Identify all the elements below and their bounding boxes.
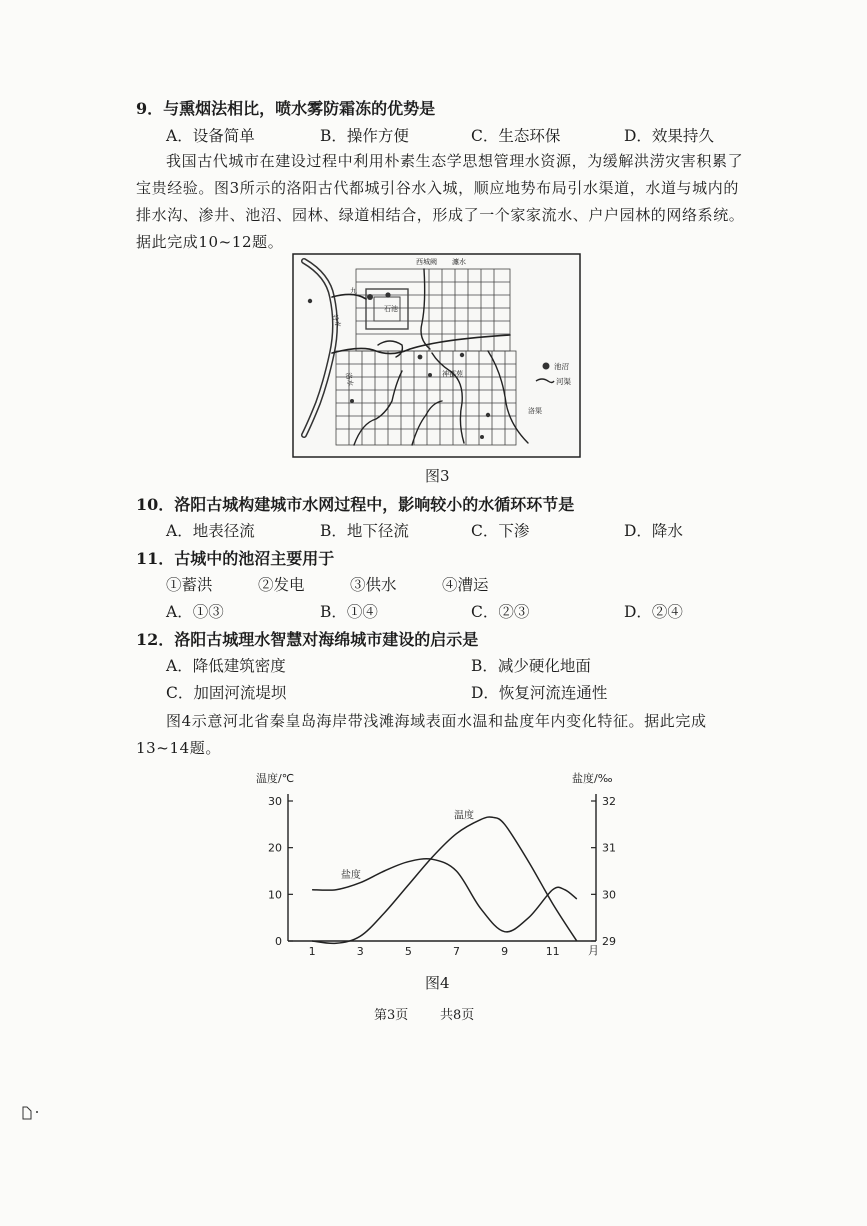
- q9-option-a: A．设备简单: [166, 127, 255, 145]
- x-tick-label-5: 5: [404, 945, 412, 958]
- left-axis-label: 温度/℃: [256, 772, 295, 785]
- figure4-caption: 图4: [425, 974, 450, 992]
- x-tick-label-1: 1: [308, 945, 316, 958]
- figure4-chart: [250, 764, 620, 964]
- x-tick-label-3: 3: [356, 945, 364, 958]
- q10-option-a: A．地表径流: [166, 522, 255, 540]
- intro2-line-2: 13~14题。: [136, 739, 221, 757]
- q12-stem: 12．洛阳古城理水智慧对海绵城市建设的启示是: [136, 630, 479, 649]
- intro1-line-3: 排水沟、渗井、池沼、园林、绿道相结合，形成了一个家家流水、户户园林的网络系统。: [136, 206, 745, 224]
- q12-option-a: A．降低建筑密度: [166, 657, 286, 675]
- map-label-top1: 西城阙: [416, 258, 437, 266]
- map-label-river-luo: 洛水: [344, 371, 355, 388]
- q12-option-d: D．恢复河流连通性: [471, 684, 608, 702]
- intro1-line-4: 据此完成10~12题。: [136, 233, 284, 251]
- right-tick-label-29: 29: [602, 935, 616, 948]
- q12-option-c: C．加固河流堤坝: [166, 684, 287, 702]
- q9-option-d: D．效果持久: [624, 127, 714, 145]
- q10-option-c: C．下渗: [471, 522, 530, 540]
- figure3-caption: 图3: [425, 467, 450, 485]
- x-tick-label-7: 7: [452, 945, 460, 958]
- legend-river-label: 河渠: [556, 377, 571, 386]
- footer-total: 共8页: [440, 1008, 475, 1023]
- q9-option-b: B．操作方便: [320, 127, 409, 145]
- q11-item-4: ④漕运: [442, 576, 489, 594]
- q11-item-3: ③供水: [350, 576, 397, 594]
- x-axis-label: 月: [588, 944, 599, 957]
- left-tick-label-30: 30: [268, 795, 282, 808]
- right-axis-label: 盐度/‰: [572, 772, 613, 785]
- q11-option-d: D．②④: [624, 603, 683, 621]
- q11-option-a: A．①③: [166, 603, 224, 621]
- q11-stem: 11．古城中的池沼主要用于: [136, 549, 335, 568]
- intro1-line-2: 宝贵经验。图3所示的洛阳古代都城引谷水入城，顺应地势布局引水渠道，水道与城内的: [136, 179, 739, 197]
- q11-item-2: ②发电: [258, 576, 305, 594]
- q10-option-b: B．地下径流: [320, 522, 409, 540]
- intro1-line-1: 我国古代城市在建设过程中利用朴素生态学思想管理水资源，为缓解洪涝灾害积累了: [166, 152, 744, 170]
- left-tick-label-10: 10: [268, 888, 282, 902]
- left-tick-label-20: 20: [268, 841, 282, 855]
- right-tick-label-32: 32: [602, 795, 616, 808]
- q9-option-c: C．生态环保: [471, 127, 561, 145]
- q11-option-c: C．②③: [471, 603, 530, 621]
- map-label-palace2: 石池: [384, 305, 398, 313]
- left-tick-label-0: 0: [275, 935, 282, 948]
- series-label-temperature: 温度: [454, 810, 475, 822]
- map-label-river-gu: 谷水: [330, 312, 343, 329]
- q10-stem: 10．洛阳古城构建城市水网过程中，影响较小的水循环环节是: [136, 495, 575, 514]
- q11-item-1: ①蓄洪: [166, 576, 213, 594]
- q9-stem: 9．与熏烟法相比，喷水雾防霜冻的优势是: [136, 99, 436, 118]
- x-tick-label-9: 9: [501, 945, 509, 958]
- map-label-mid: 神都苑: [442, 370, 463, 378]
- q11-option-b: B．①④: [320, 603, 378, 621]
- q10-option-d: D．降水: [624, 522, 683, 540]
- map-label-right: 洛渠: [528, 407, 542, 415]
- map-label-palace1: 九: [350, 287, 357, 295]
- q12-option-b: B．减少硬化地面: [471, 657, 591, 675]
- map-label-top2: 瀍水: [452, 258, 466, 266]
- scan-corner-icon: [22, 1106, 40, 1120]
- right-tick-label-30: 30: [602, 888, 616, 902]
- intro2-line-1: 图4示意河北省秦皇岛海岸带浅滩海域表面水温和盐度年内变化特征。据此完成: [166, 712, 707, 730]
- legend-pond-label: 池沼: [554, 362, 569, 371]
- legend-pond-icon: [543, 363, 550, 370]
- footer-page: 第3页: [374, 1008, 409, 1023]
- series-label-salinity: 盐度: [340, 870, 361, 881]
- right-tick-label-31: 31: [602, 841, 616, 855]
- x-tick-label-11: 11: [545, 945, 560, 958]
- figure3-map: [292, 253, 581, 458]
